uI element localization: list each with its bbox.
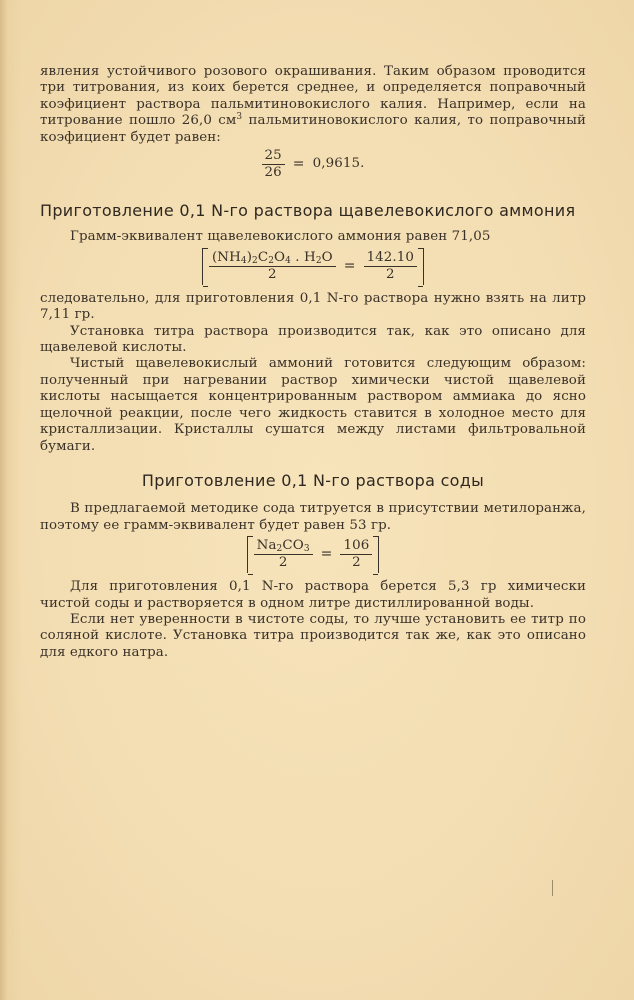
paragraph-preparation: Чистый щавелевокислый аммоний готовится следующим образом: полученный при нагревании раствор химически чистой щавелевой кислоты насыщается концентрированным раствором аммиака до ясно щелочной реакции, после чего жидкость ставится в холодное место для кристаллизации. Кристаллы сушатся между листами фильтровальной бумаги. xyxy=(40,356,586,454)
denominator: 2 xyxy=(352,555,361,571)
paragraph-soda-prep: Для приготовления 0,1 N-го раствора берется 5,3 гр химически чистой соды и растворяется в одном литре дистиллированной воды. xyxy=(40,579,586,611)
paragraph-soda-intro: В предлагаемой методике сода титруется в присутствии метилоранжа, поэтому ее грамм-эквивалент будет равен 53 гр. xyxy=(40,501,586,533)
denominator: 26 xyxy=(264,165,282,181)
fraction xyxy=(262,148,285,181)
heading-ammonium-oxalate: Приготовление 0,1 N-го раствора щавелевокислого аммония xyxy=(40,201,576,221)
paragraph-titer-setup: Установка титра раствора производится так, как это описано для щавелевой кислоты. xyxy=(40,323,586,356)
formula-result: 0,9615. xyxy=(312,156,365,172)
equals-sign: = xyxy=(320,546,333,563)
equals-sign: = xyxy=(292,156,305,173)
fraction-left xyxy=(209,250,336,283)
paragraph-soda-titer: Если нет уверенности в чистоте соды, то лучше установить ее титр по соляной кислоте. Установка титра производится так же, как это описано для едкого натра. xyxy=(40,611,586,660)
fraction-right xyxy=(340,538,372,571)
fraction-right xyxy=(364,250,417,283)
paragraph-therefore: следовательно, для приготовления 0,1 N-го раствора нужно взять на литр 7,11 гр. xyxy=(40,290,586,323)
bracket-group xyxy=(202,248,424,285)
paragraph-text: явления устойчивого розового окрашивания. Таким образом проводится три титрования, из коих берется среднее, и определяется поправочный коэфициент раствора пальмитиновокислого калия. Например, если на титрование пошло 26,0 см xyxy=(40,64,586,129)
bracket-group xyxy=(247,536,380,573)
denominator: 2 xyxy=(278,555,288,571)
paragraph-gram-equivalent: Грамм-эквивалент щавелевокислого аммония равен 71,05 xyxy=(70,229,491,245)
page-content xyxy=(40,64,586,661)
heading-soda: Приготовление 0,1 N-го раствора соды xyxy=(141,470,485,490)
fraction-left xyxy=(254,538,313,571)
paragraph-titration xyxy=(40,64,586,146)
denominator: 2 xyxy=(385,266,395,282)
superscript: 3 xyxy=(236,112,243,123)
equals-sign: = xyxy=(343,258,356,275)
denominator: 2 xyxy=(268,266,277,282)
chemical-formula: $(NH_4)_2C_2O_4$ . $H_2O$ xyxy=(209,250,336,267)
numerator: 142.10 xyxy=(364,250,417,267)
paragraph-text-tail: пальмитиновокислого калия, то поправочный коэфициент будет равен: xyxy=(40,113,586,145)
formula-soda xyxy=(40,536,586,573)
chemical-formula: $Na_2CO_3$ xyxy=(254,538,313,555)
formula-ammonium-oxalate xyxy=(40,248,586,285)
formula-correction-factor xyxy=(40,148,586,181)
numerator: 106 xyxy=(340,538,372,555)
numerator: 25 xyxy=(262,148,285,165)
margin-mark xyxy=(552,880,553,896)
